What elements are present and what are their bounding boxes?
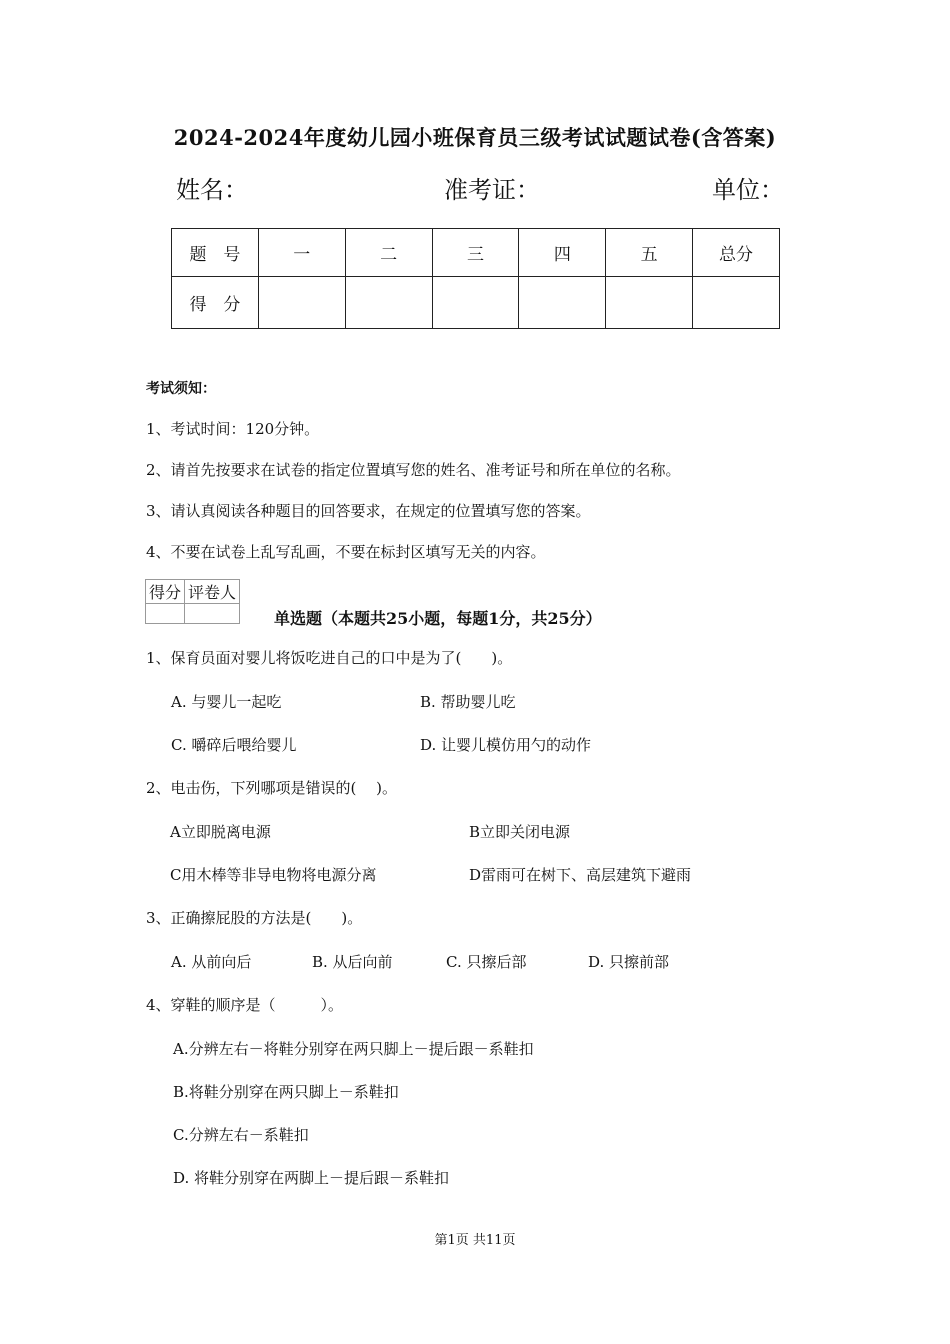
question-option[interactable]: D. 让婴儿模仿用勺的动作 (420, 736, 592, 754)
score-cell[interactable] (258, 277, 345, 329)
exam-title: 2024-2024年度幼儿园小班保育员三级考试试题试卷(含答案) (173, 125, 777, 150)
question-option[interactable]: A. 从前向后 (171, 953, 252, 971)
question-option[interactable]: A.分辨左右－将鞋分别穿在两只脚上－提后跟－系鞋扣 (173, 1040, 534, 1058)
question-option[interactable]: A立即脱离电源 (170, 823, 271, 841)
question-option[interactable]: D雷雨可在树下、高层建筑下避雨 (469, 866, 692, 884)
score-row-label: 得 分 (172, 277, 259, 329)
question-option[interactable]: C. 嚼碎后喂给婴儿 (171, 736, 297, 754)
header-cell: 三 (432, 229, 519, 277)
score-cell[interactable] (432, 277, 519, 329)
name-label: 姓名： (176, 176, 248, 204)
unit-label: 单位： (712, 176, 784, 204)
section-title: 单选题（本题共25小题，每题1分，共25分） (274, 609, 602, 628)
question-option[interactable]: B.将鞋分别穿在两只脚上－系鞋扣 (173, 1083, 399, 1101)
grader-reviewer-cell[interactable] (185, 604, 240, 624)
grader-box (145, 579, 240, 624)
grader-score-cell[interactable] (146, 604, 185, 624)
header-cell: 五 (606, 229, 693, 277)
question-option[interactable]: C用木棒等非导电物将电源分离 (170, 866, 377, 884)
question-stem: 1、保育员面对婴儿将饭吃进自己的口中是为了( )。 (146, 649, 513, 667)
header-cell: 题 号 (172, 229, 259, 277)
header-cell: 二 (345, 229, 432, 277)
notice-item: 4、不要在试卷上乱写乱画，不要在标封区填写无关的内容。 (146, 543, 546, 561)
header-cell: 总分 (693, 229, 780, 277)
score-table-score-row (172, 277, 780, 329)
score-cell[interactable] (606, 277, 693, 329)
notice-item: 2、请首先按要求在试卷的指定位置填写您的姓名、准考证号和所在单位的名称。 (146, 461, 681, 479)
question-option[interactable]: B. 帮助婴儿吃 (420, 693, 516, 711)
question-stem: 3、正确擦屁股的方法是( )。 (146, 909, 363, 927)
question-option[interactable]: B. 从后向前 (312, 953, 393, 971)
question-option[interactable]: D. 将鞋分别穿在两脚上－提后跟－系鞋扣 (173, 1169, 450, 1187)
grader-reviewer-label: 评卷人 (185, 580, 240, 604)
question-option[interactable]: D. 只擦前部 (588, 953, 670, 971)
page-number: 第1页 共11页 (434, 1233, 516, 1248)
score-cell[interactable] (345, 277, 432, 329)
question-option[interactable]: C. 只擦后部 (446, 953, 527, 971)
notice-item: 3、请认真阅读各种题目的回答要求，在规定的位置填写您的答案。 (146, 502, 591, 520)
notice-title: 考试须知： (146, 381, 216, 397)
score-cell[interactable] (693, 277, 780, 329)
question-option[interactable]: A. 与婴儿一起吃 (171, 693, 282, 711)
notice-item: 1、考试时间：120分钟。 (146, 420, 320, 438)
header-cell: 一 (258, 229, 345, 277)
score-cell[interactable] (519, 277, 606, 329)
ticket-label: 准考证： (444, 176, 540, 204)
header-cell: 四 (519, 229, 606, 277)
question-option[interactable]: B立即关闭电源 (469, 823, 571, 841)
score-table (171, 228, 780, 329)
grader-score-label: 得分 (146, 580, 185, 604)
question-stem: 4、穿鞋的顺序是（ ）。 (146, 996, 344, 1014)
question-option[interactable]: C.分辨左右－系鞋扣 (173, 1126, 309, 1144)
question-stem: 2、电击伤，下列哪项是错误的( )。 (146, 779, 398, 797)
score-table-header-row (172, 229, 780, 277)
